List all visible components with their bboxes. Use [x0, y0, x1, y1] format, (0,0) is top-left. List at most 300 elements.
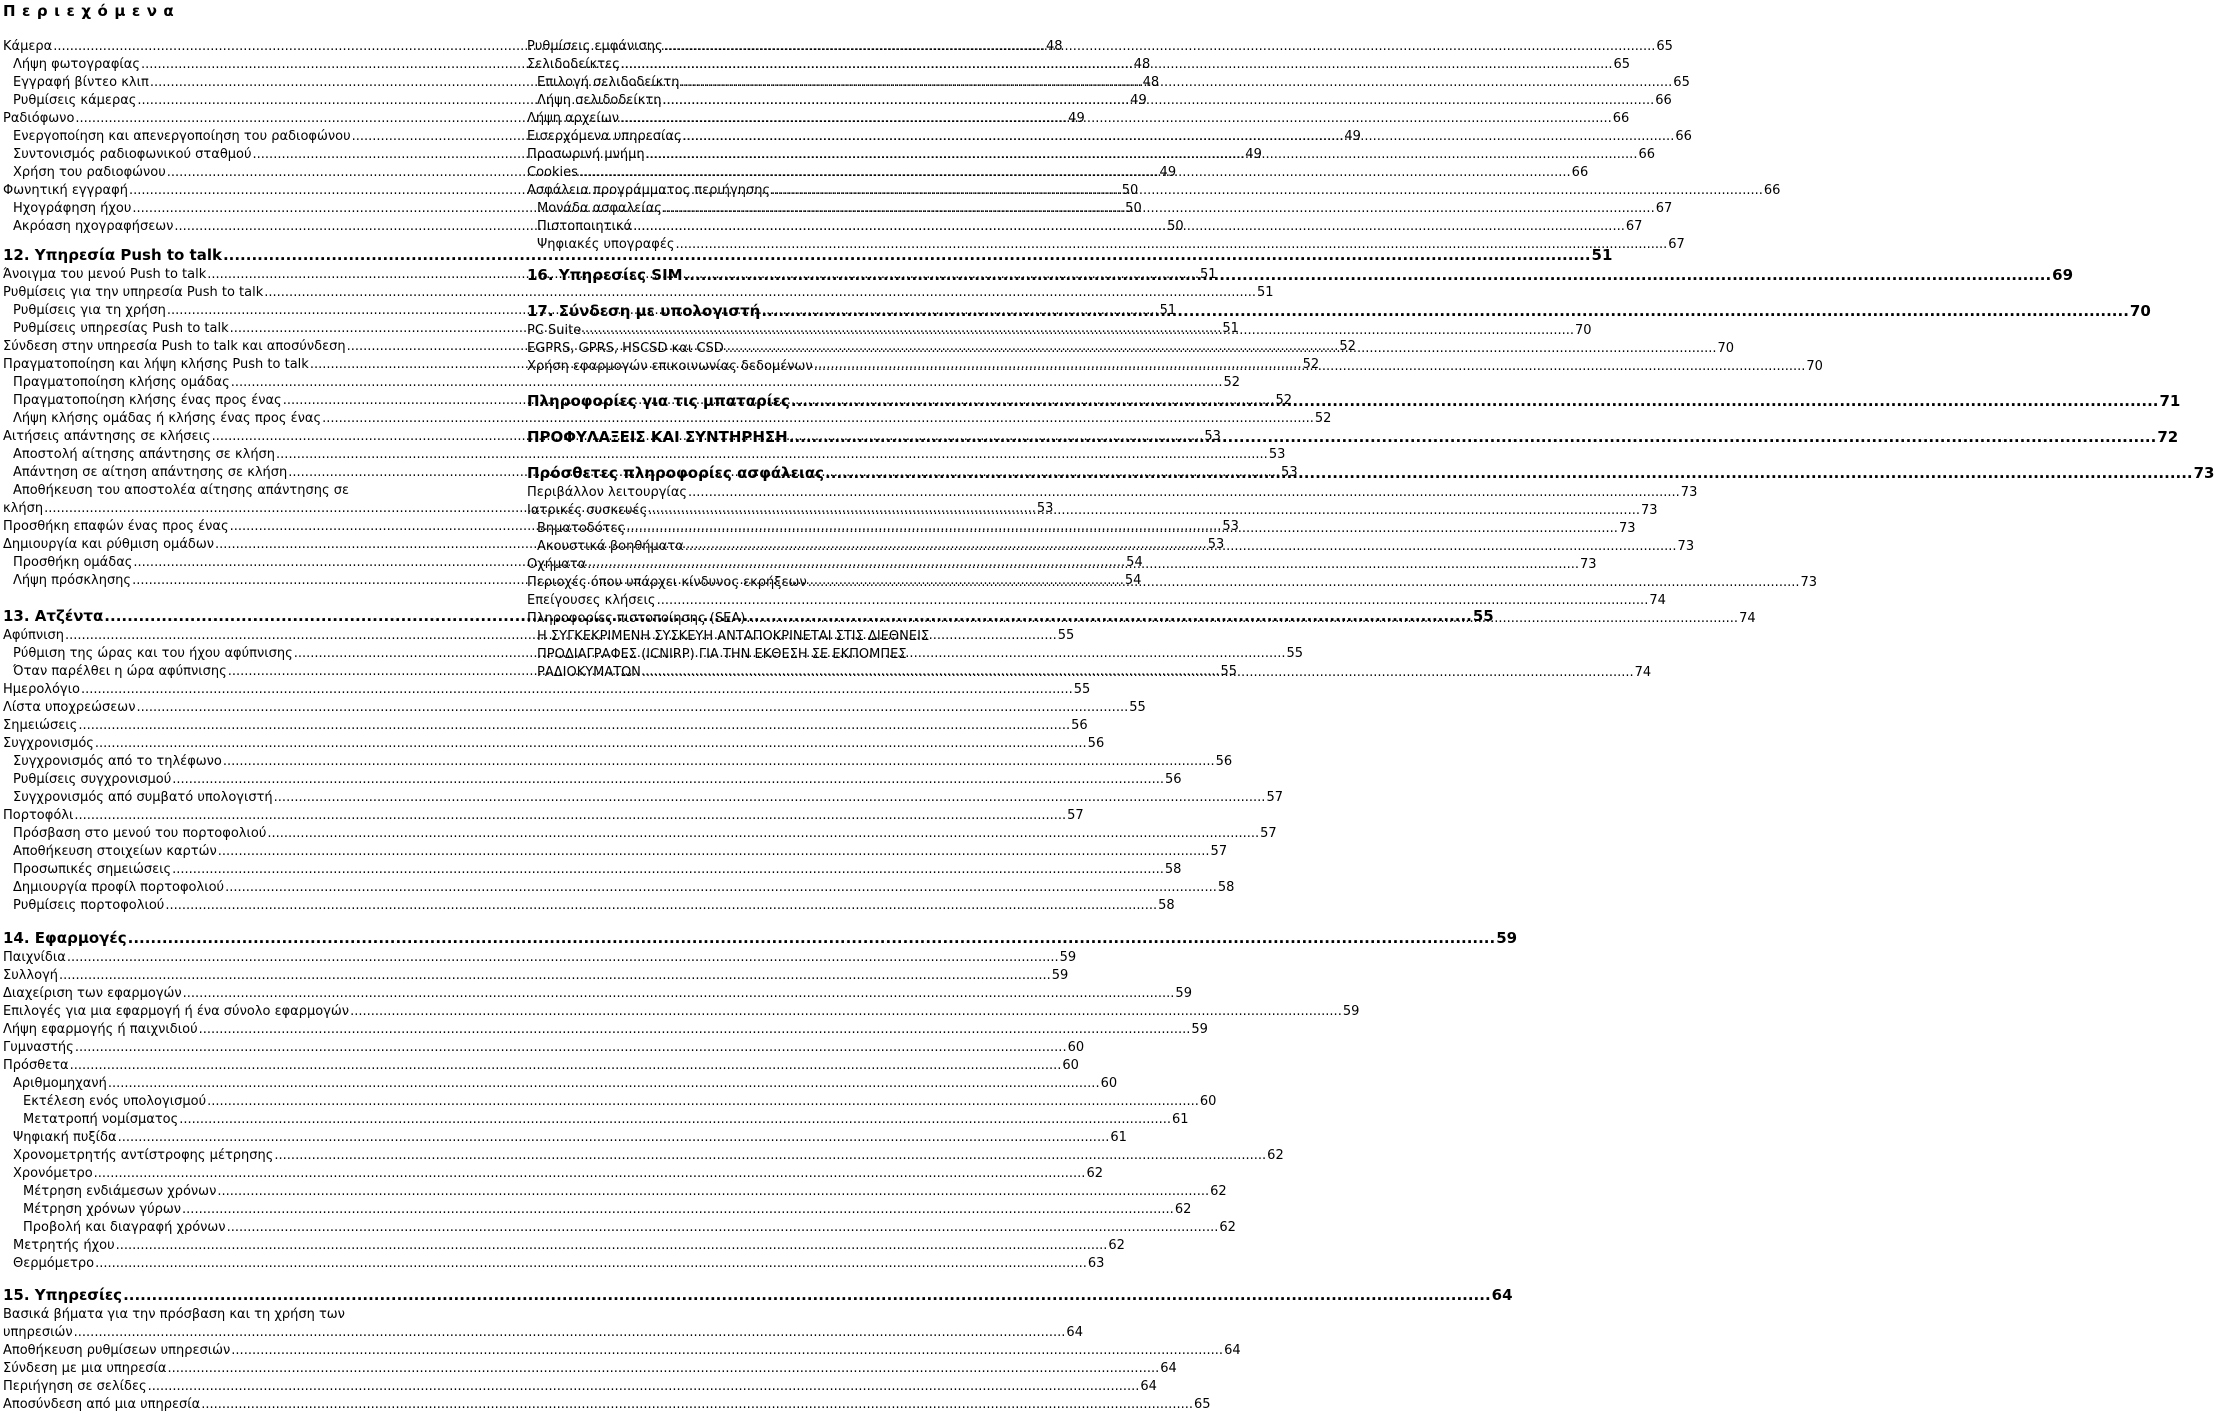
toc-dot-leader [172, 861, 1164, 879]
toc-dot-leader [789, 426, 2157, 448]
toc-entry-label: Επείγουσες κλήσεις [527, 593, 656, 608]
toc-entry-label: Αιτήσεις απάντησης σε κλήσεις [3, 429, 211, 444]
toc-entry-label: Πρόσθετα [3, 1058, 69, 1073]
toc-entry[interactable] [3, 1219, 1236, 1237]
toc-page-number: 73 [2193, 464, 2215, 482]
toc-entry-label: Ακουστικά βοηθήματα [537, 539, 684, 554]
toc-dot-leader [201, 1396, 1193, 1414]
toc-page-number: 73 [1640, 503, 1658, 518]
toc-entry-label: 17. Σύνδεση με υπολογιστή [527, 302, 761, 320]
toc-page-number: 71 [2159, 392, 2181, 410]
toc-entry-label: Λήψη φωτογραφίας [13, 57, 141, 72]
toc-entry-label: Απάντηση σε αίτηση απάντησης σε κλήση [13, 465, 288, 480]
toc-page-number: 65 [1673, 75, 1690, 90]
toc-dot-leader [683, 128, 1675, 146]
toc-entry[interactable] [3, 410, 1332, 428]
toc-entry-label: ΠΡΟΔΙΑΓΡΑΦΕΣ (ICNIRP) ΓΙΑ ΤΗΝ ΕΚΘΕΣΗ ΣΕ ΕΚΠΟΜΠΕΣ [537, 647, 907, 662]
toc-entry-label: Ρύθμιση της ώρας και του ήχου αφύπνισης [13, 646, 293, 661]
toc-page-number: 55 [1286, 646, 1304, 661]
toc-entry-label: Προβολή και διαγραφή χρόνων [23, 1220, 226, 1235]
toc-page-number: 49 [1344, 129, 1361, 144]
toc-dot-leader [761, 300, 2129, 322]
toc-dot-leader [587, 556, 1579, 574]
toc-page-number: 60 [1199, 1094, 1217, 1109]
toc-entry-label: Ενεργοποίηση και απενεργοποίηση του ραδιοφώνου [13, 129, 351, 144]
toc-page-number: 64 [1160, 1361, 1177, 1376]
toc-page-number: 59 [1342, 1004, 1360, 1019]
toc-page-number: 59 [1191, 1022, 1208, 1037]
toc-page-number: 57 [1067, 808, 1084, 823]
toc-page-number: 61 [1172, 1112, 1189, 1127]
toc-entry-label: Πραγματοποίηση κλήσης ομάδας [13, 375, 230, 390]
toc-dot-leader [218, 843, 1210, 861]
toc-entry-label: Πρόσθετες πληροφορίες ασφάλειας [527, 464, 825, 482]
toc-dot-leader [646, 146, 1638, 164]
toc-entry-label: Σύνδεση στην υπηρεσία Push to talk και αποσύνδεση [3, 339, 346, 354]
toc-page-number: 51 [1257, 285, 1274, 300]
toc-dot-leader [78, 717, 1070, 735]
toc-page-number: 64 [1066, 1325, 1083, 1340]
toc-entry-label: Εκτέλεση ενός υπολογισμού [23, 1094, 207, 1109]
toc-dot-leader [70, 1057, 1062, 1075]
toc-page-number: 51 [1159, 303, 1177, 318]
toc-entry[interactable] [3, 1111, 1189, 1129]
toc-page-number: 55 [1129, 700, 1146, 715]
toc-dot-leader [94, 1165, 1086, 1183]
toc-entry-label: Ρυθμίσεις για τη χρήση [13, 303, 166, 318]
toc-entry-label: Χρονόμετρο [13, 1166, 93, 1181]
toc-page-number: 73 [1618, 521, 1636, 536]
toc-entry-label: κλήση [3, 501, 44, 516]
toc-dot-leader [684, 264, 2052, 286]
toc-dot-leader [681, 74, 1673, 92]
toc-entry[interactable] [3, 735, 1105, 753]
toc-entry-label: Η ΣΥΓΚΕΚΡΙΜΕΝΗ ΣΥΣΚΕΥΗ ΑΝΤΑΠΟΚΡΙΝΕΤΑΙ ΣΤΙΣ ΔΙΕΘΝΕΙΣ [537, 629, 930, 644]
toc-page-number: 52 [1314, 411, 1332, 426]
toc-dot-leader [633, 218, 1625, 236]
toc-entry-label: 12. Υπηρεσία Push to talk [3, 246, 222, 264]
toc-entry[interactable] [3, 789, 1283, 807]
toc-entry-label: Πραγματοποίηση και λήψη κλήσης Push to talk [3, 357, 309, 372]
toc-entry[interactable] [3, 284, 1274, 302]
toc-page-number: 52 [1302, 357, 1320, 372]
toc-dot-leader [664, 38, 1656, 56]
toc-page-number: 67 [1625, 219, 1643, 234]
toc-dot-leader [95, 1255, 1087, 1273]
toc-dot-leader [165, 897, 1157, 915]
toc-entry-label: Ψηφιακές υπογραφές [537, 237, 675, 252]
toc-page-number: 52 [1339, 339, 1356, 354]
toc-page-number: 58 [1164, 862, 1182, 877]
toc-entry-label: Δημιουργία και ρύθμιση ομάδων [3, 537, 214, 552]
toc-page-number: 53 [1222, 519, 1239, 534]
toc-page-number: 62 [1108, 1238, 1125, 1253]
toc-entry-label: Άνοιγμα του μενού Push to talk [3, 267, 207, 282]
toc-entry-label: Λήψη εφαρμογής ή παιχνιδιού [3, 1022, 198, 1037]
toc-page-number: 67 [1655, 201, 1673, 216]
toc-dot-leader [662, 92, 1654, 110]
toc-entry-label: Θερμόμετρο [13, 1256, 95, 1271]
toc-entry[interactable] [527, 236, 1685, 254]
toc-entry-label: Χρονομετρητής αντίστροφης μέτρησης [13, 1148, 274, 1163]
toc-entry[interactable] [3, 681, 1091, 699]
toc-page-number: 56 [1071, 718, 1088, 733]
toc-dot-leader [808, 574, 1800, 592]
toc-page-number: 55 [1220, 664, 1238, 679]
toc-page-number: 52 [1223, 375, 1241, 390]
toc-page-number: 54 [1126, 555, 1143, 570]
toc-entry-label: Περιοχές όπου υπάρχει κίνδυνος εκρήξεων [527, 575, 807, 590]
toc-entry-label: Ρυθμίσεις πορτοφολιού [13, 898, 165, 913]
toc-dot-leader [225, 879, 1217, 897]
toc-page-number: 49 [1245, 147, 1262, 162]
toc-entry-label: Αριθμομηχανή [13, 1076, 107, 1091]
toc-page-number: 66 [1571, 165, 1589, 180]
toc-page-number: 66 [1655, 93, 1672, 108]
toc-entry[interactable] [3, 843, 1228, 861]
toc-entry-label: Μέτρηση ενδιάμεσων χρόνων [23, 1184, 217, 1199]
toc-dot-leader [725, 340, 1717, 358]
toc-entry-label: Λίστα υποχρεώσεων [3, 700, 136, 715]
toc-entry-label: 16. Υπηρεσίες SIM [527, 266, 683, 284]
toc-entry[interactable] [3, 825, 1277, 843]
toc-dot-leader [663, 200, 1655, 218]
toc-page-number: 74 [1739, 611, 1756, 626]
toc-entry-label: Ψηφιακή πυξίδα [13, 1130, 117, 1145]
toc-entry[interactable] [3, 967, 1069, 985]
toc-entry[interactable] [3, 807, 1084, 825]
toc-entry-label: Cookies [527, 165, 578, 180]
toc-dot-leader [579, 164, 1571, 182]
toc-dot-leader [620, 110, 1612, 128]
toc-entry[interactable] [3, 1021, 1208, 1039]
toc-page-number: 51 [1200, 267, 1217, 282]
toc-entry-label: υπηρεσιών [3, 1325, 73, 1340]
toc-entry-label: Λήψη πρόσκλησης [13, 573, 132, 588]
toc-dot-leader [227, 1219, 1219, 1237]
toc-page-number: 58 [1158, 898, 1175, 913]
toc-entry-label: EGPRS, GPRS, HSCSD και CSD [527, 341, 724, 356]
toc-entry[interactable] [3, 1183, 1227, 1201]
toc-dot-leader [183, 985, 1175, 1003]
toc-entry-label: Ρυθμίσεις για την υπηρεσία Push to talk [3, 285, 264, 300]
toc-entry[interactable] [3, 446, 1286, 464]
toc-entry[interactable] [3, 1396, 1211, 1414]
toc-page-number: 54 [1124, 573, 1142, 588]
toc-page-number: 55 [1472, 607, 1494, 625]
toc-page-number: 48 [1133, 57, 1151, 72]
toc-page-number: 49 [1130, 93, 1147, 108]
toc-entry[interactable] [3, 897, 1175, 915]
toc-page-number: 57 [1260, 826, 1277, 841]
toc-entry-label: Γυμναστής [3, 1040, 74, 1055]
toc-page-number: 56 [1165, 772, 1182, 787]
toc-page-number: 53 [1281, 465, 1298, 480]
toc-page-number: 62 [1174, 1202, 1192, 1217]
toc-page-number: 53 [1268, 447, 1286, 462]
toc-dot-leader [746, 610, 1738, 628]
toc-entry-label: Αποθήκευση ρυθμίσεων υπηρεσιών [3, 1343, 231, 1358]
toc-dot-leader [95, 735, 1087, 753]
toc-entry-label: Προσωπικές σημειώσεις [13, 862, 172, 877]
toc-entry-label: Αποθήκευση στοιχείων καρτών [13, 844, 217, 859]
toc-dot-leader [74, 807, 1066, 825]
toc-page-number: 51 [1591, 246, 1613, 264]
toc-entry-label: 14. Εφαρμογές [3, 929, 127, 947]
toc-dot-leader [648, 502, 1640, 520]
toc-page-number: 73 [1680, 485, 1698, 500]
toc-page-number: 66 [1763, 183, 1781, 198]
toc-dot-leader [621, 56, 1613, 74]
toc-entry[interactable] [3, 949, 1077, 967]
toc-entry-label: Ιατρικές συσκευές [527, 503, 648, 518]
toc-page-number: 63 [1087, 1256, 1105, 1271]
toc-dot-leader [172, 771, 1164, 789]
toc-dot-leader [108, 1075, 1100, 1093]
toc-entry-label: Διαχείριση των εφαρμογών [3, 986, 182, 1001]
toc-page-number: 61 [1110, 1130, 1127, 1145]
toc-entry-label: Συγχρονισμός [3, 736, 94, 751]
toc-dot-leader [825, 462, 2193, 484]
toc-page-number: 70 [1717, 341, 1735, 356]
toc-page-number: 53 [1036, 501, 1054, 516]
toc-page-number: 56 [1087, 736, 1105, 751]
toc-dot-leader [223, 753, 1215, 771]
toc-entry-label: Λήψη σελιδοδείκτη [537, 93, 662, 108]
toc-dot-leader [81, 681, 1073, 699]
toc-entry-label: Ρυθμίσεις συγχρονισμού [13, 772, 172, 787]
toc-dot-leader [771, 182, 1763, 200]
toc-dot-leader [67, 949, 1059, 967]
toc-dot-leader [167, 1360, 1159, 1378]
toc-page-number: 74 [1634, 665, 1652, 680]
toc-page-number: 70 [1806, 359, 1823, 374]
toc-dot-leader [128, 927, 1496, 949]
toc-page-number: 72 [2157, 428, 2179, 446]
toc-page-number: 62 [1086, 1166, 1103, 1181]
toc-entry-label: Συλλογή [3, 968, 59, 983]
toc-entry-label: Πρόσβαση στο μενού του πορτοφολιού [13, 826, 267, 841]
toc-entry-label: Ημερολόγιο [3, 682, 80, 697]
toc-entry-label: Προσωρινή μνήμη [527, 147, 645, 162]
toc-dot-leader [199, 1021, 1191, 1039]
toc-page-number: 59 [1175, 986, 1192, 1001]
toc-entry[interactable] [3, 1342, 1241, 1360]
toc-page-number: 64 [1224, 1343, 1241, 1358]
toc-entry[interactable] [3, 1057, 1079, 1075]
toc-entry-label: Εγγραφή βίντεο κλιπ [13, 75, 149, 90]
toc-entry[interactable] [3, 1039, 1085, 1057]
toc-entry-label: Εισερχόμενα υπηρεσίας [527, 129, 682, 144]
toc-entry-label: Αποστολή αίτησης απάντησης σε κλήση [13, 447, 276, 462]
toc-page-number: 67 [1668, 237, 1685, 252]
toc-entry-label: Αποσύνδεση από μια υπηρεσία [3, 1397, 201, 1412]
toc-entry-label: Επιλογές για μια εφαρμογή ή ένα σύνολο εφαρμογών [3, 1004, 350, 1019]
toc-page-number: 62 [1219, 1220, 1236, 1235]
toc-page-number: 70 [2129, 302, 2151, 320]
toc-entry[interactable] [3, 1306, 1083, 1342]
toc-entry[interactable] [3, 374, 1241, 392]
toc-page-number: 59 [1051, 968, 1069, 983]
toc-entry-label: 15. Υπηρεσίες [3, 1286, 123, 1304]
toc-dot-leader [217, 1183, 1209, 1201]
toc-entry[interactable] [527, 484, 1698, 502]
toc-dot-leader [814, 358, 1806, 376]
toc-entry[interactable] [3, 753, 1233, 771]
toc-page-number: 73 [1677, 539, 1695, 554]
toc-entry[interactable] [3, 1237, 1125, 1255]
toc-page-number: 55 [1073, 682, 1091, 697]
toc-chapter-entry[interactable] [3, 927, 1518, 949]
toc-entry-label: Δημιουργία προφίλ πορτοφολιού [13, 880, 225, 895]
toc-dot-leader [350, 1003, 1342, 1021]
toc-entry-label: Ρυθμίσεις υπηρεσίας Push to talk [13, 321, 229, 336]
toc-entry-label: Πορτοφόλι [3, 808, 74, 823]
toc-page-number: 57 [1266, 790, 1283, 805]
toc-page-number: 50 [1125, 201, 1142, 216]
toc-page-number: 65 [1656, 39, 1673, 54]
toc-entry-label: Χρήση του ραδιοφώνου [13, 165, 166, 180]
toc-page-number: 59 [1059, 950, 1077, 965]
toc-dot-leader [59, 967, 1051, 985]
toc-entry-label: Παιχνίδια [3, 950, 66, 965]
toc-entry-label: Συντονισμός ραδιοφωνικού σταθμού [13, 147, 252, 162]
toc-entry-label: Αποθήκευση του αποστολέα αίτησης απάντησης σε [13, 483, 349, 498]
toc-dot-leader [207, 1093, 1199, 1111]
toc-entry-label: Βασικά βήματα για την πρόσβαση και τη χρήση των [3, 1307, 345, 1322]
toc-page-number: 55 [1057, 628, 1075, 643]
toc-dot-leader [274, 789, 1266, 807]
toc-entry-label: Ηχογράφηση ήχου [13, 201, 132, 216]
toc-page-number: 48 [1142, 75, 1160, 90]
toc-entry[interactable] [3, 985, 1192, 1003]
toc-entry-label: Πληροφορίες πιστοποίησης (SEA) [527, 611, 746, 626]
toc-page-number: 52 [1275, 393, 1292, 408]
toc-entry-label: Ρυθμίσεις κάμερας [13, 93, 137, 108]
toc-page-number: 64 [1140, 1379, 1157, 1394]
toc-entry-label: Σύνδεση με μια υπηρεσία [3, 1361, 167, 1376]
toc-entry-label: Επιλογή σελιδοδείκτη [537, 75, 680, 90]
toc-page-number: 51 [1222, 321, 1239, 336]
toc-dot-leader [791, 390, 2159, 412]
toc-page-number: 62 [1210, 1184, 1227, 1199]
toc-entry-label: Προσθήκη επαφών ένας προς ένας [3, 519, 229, 534]
toc-entry[interactable] [3, 1378, 1157, 1396]
toc-page-number: 50 [1167, 219, 1184, 234]
toc-page-number: 65 [1613, 57, 1631, 72]
toc-entry-last-line [3, 1324, 1083, 1342]
toc-entry-label: Όταν παρέλθει η ώρα αφύπνισης [13, 664, 227, 679]
toc-page-number: 56 [1215, 754, 1233, 769]
toc-page-number: 48 [1045, 39, 1063, 54]
toc-entry-label: Μετρητής ήχου [13, 1238, 115, 1253]
toc-entry-label: Σελιδοδείκτες [527, 57, 620, 72]
toc-page-number: 60 [1100, 1076, 1118, 1091]
toc-dot-leader [179, 1111, 1171, 1129]
toc-page-number: 49 [1159, 165, 1177, 180]
toc-entry-label: Βηματοδότες [537, 521, 626, 536]
toc-page-number: 50 [1121, 183, 1139, 198]
toc-entry-label: 13. Ατζέντα [3, 607, 104, 625]
toc-dot-leader [231, 1342, 1223, 1360]
toc-entry-label: ΠΡΟΦΥΛΑΞΕΙΣ ΚΑΙ ΣΥΝΤΗΡΗΣΗ [527, 428, 788, 446]
toc-dot-leader [676, 236, 1668, 254]
toc-entry-label: Λήψη αρχείων [527, 111, 619, 126]
toc-entry-label: Πληροφορίες για τις μπαταρίες [527, 392, 790, 410]
toc-dot-leader [267, 825, 1259, 843]
toc-dot-leader [685, 538, 1677, 556]
toc-page-number: 59 [1496, 929, 1518, 947]
toc-dot-leader [148, 1378, 1140, 1396]
toc-entry[interactable] [3, 1075, 1118, 1093]
toc-dot-leader [75, 1039, 1067, 1057]
toc-entry[interactable] [3, 1255, 1105, 1273]
toc-entry-label: Μονάδα ασφαλείας [537, 201, 662, 216]
toc-dot-leader [136, 699, 1128, 717]
page-title: Περιεχόμενα [3, 2, 181, 20]
toc-page-number: 73 [1800, 575, 1818, 590]
toc-dot-leader [642, 664, 1634, 682]
toc-entry[interactable] [3, 1360, 1177, 1378]
toc-entry-label: Χρήση εφαρμογών επικοινωνίας δεδομένων [527, 359, 813, 374]
toc-dot-leader [274, 1147, 1266, 1165]
toc-chapter-entry[interactable] [3, 1284, 1513, 1306]
toc-entry[interactable] [3, 1129, 1127, 1147]
toc-entry-label: PC Suite [527, 323, 582, 338]
toc-entry-label: ΡΑΔΙΟΚΥΜΑΤΩΝ [537, 665, 641, 680]
toc-entry-label: Περιβάλλον λειτουργίας [527, 485, 688, 500]
toc-dot-leader [116, 1237, 1108, 1255]
toc-dot-leader [657, 592, 1649, 610]
toc-entry[interactable] [3, 771, 1182, 789]
toc-page-number: 64 [1491, 1286, 1513, 1304]
toc-page-number: 49 [1068, 111, 1085, 126]
toc-page-number: 57 [1210, 844, 1228, 859]
toc-entry-label: Αφύπνιση [3, 628, 64, 643]
toc-entry-label: Συγχρονισμός από το τηλέφωνο [13, 754, 222, 769]
toc-entry[interactable] [3, 1093, 1217, 1111]
toc-entry[interactable] [3, 1003, 1360, 1021]
toc-entry[interactable] [3, 861, 1182, 879]
toc-entry[interactable] [3, 1201, 1192, 1219]
toc-page-number: 66 [1612, 111, 1630, 126]
toc-entry-label: Κάμερα [3, 39, 53, 54]
toc-dot-leader [123, 1284, 1491, 1306]
toc-entry-label: Ρυθμίσεις εμφάνισης [527, 39, 663, 54]
toc-entry-label: Ακρόαση ηχογραφήσεων [13, 219, 174, 234]
toc-entry-label: Συγχρονισμός από συμβατό υπολογιστή [13, 790, 273, 805]
toc-entry-label: Πραγματοποίηση κλήσης ένας προς ένας [13, 393, 282, 408]
toc-dot-leader [626, 520, 1618, 538]
toc-entry[interactable] [3, 717, 1088, 735]
toc-entry[interactable] [3, 1165, 1103, 1183]
toc-page-number: 66 [1675, 129, 1692, 144]
toc-entry-label: Σημειώσεις [3, 718, 78, 733]
toc-entry-label: Λήψη κλήσης ομάδας ή κλήσης ένας προς ένας [13, 411, 322, 426]
toc-entry[interactable] [3, 1147, 1284, 1165]
toc-entry[interactable] [3, 699, 1146, 717]
toc-page-number: 60 [1067, 1040, 1085, 1055]
toc-dot-leader [74, 1324, 1066, 1342]
toc-entry[interactable] [3, 879, 1235, 897]
toc-entry-label: Ραδιόφωνο [3, 111, 75, 126]
toc-page-number: 66 [1638, 147, 1655, 162]
toc-page-number: 53 [1207, 537, 1225, 552]
toc-entry[interactable] [527, 592, 1666, 610]
toc-entry-label: Μέτρηση χρόνων γύρων [23, 1202, 182, 1217]
toc-entry-label: Ασφάλεια προγράμματος περιήγησης [527, 183, 771, 198]
toc-page-number: 74 [1649, 593, 1666, 608]
